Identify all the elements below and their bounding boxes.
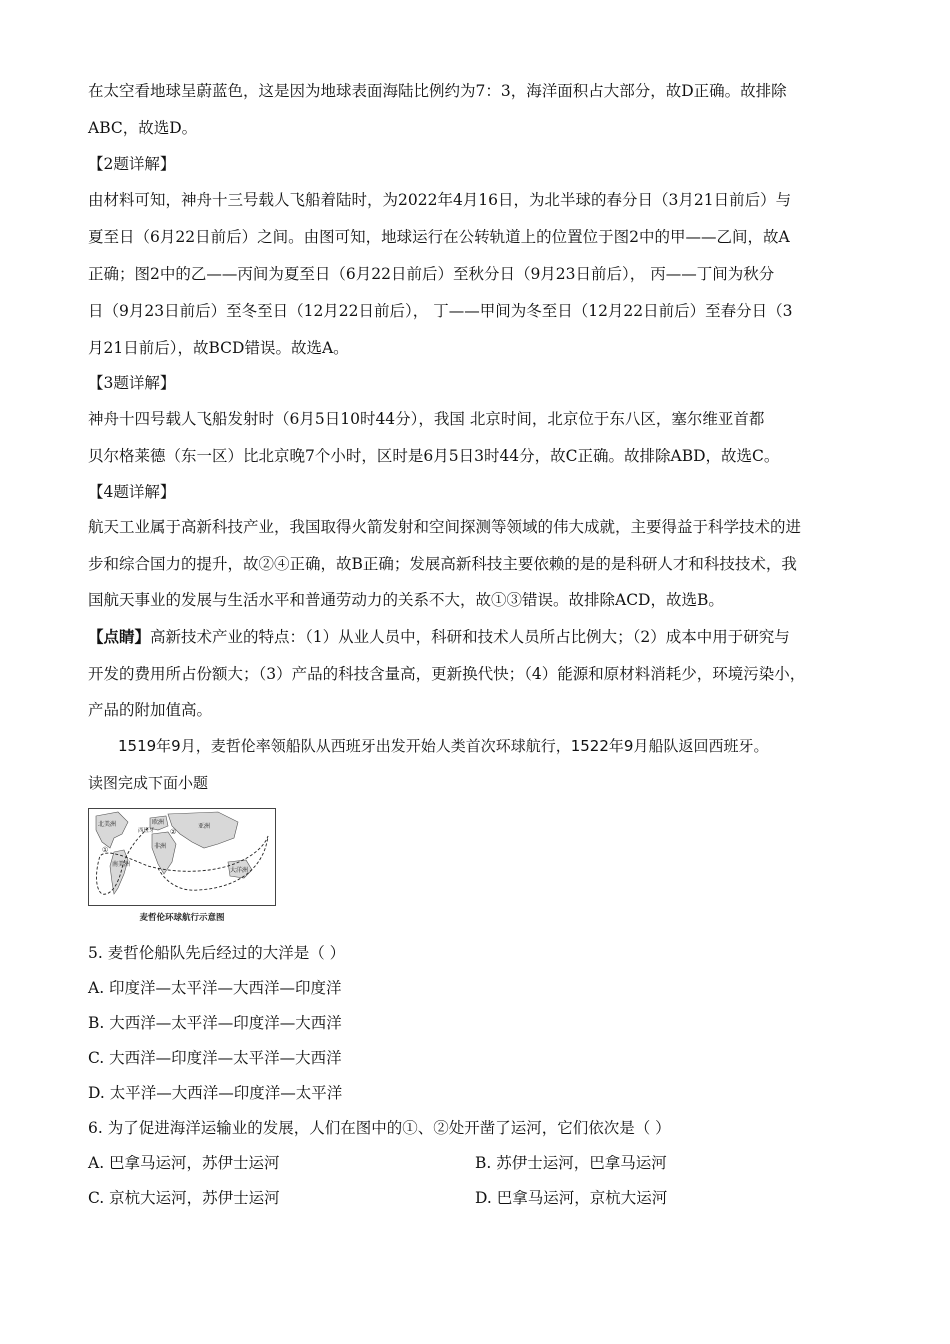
q3-line: 贝尔格莱德（东一区）比北京晚7个小时，区时是6月5日3时44分，故C正确。故排除ABD，故选C。 xyxy=(88,447,780,465)
tip-line-2: 开发的费用所占份额大；（3）产品的科技含量高，更新换代快；（4）能源和原材料消耗少，环境污染小， xyxy=(88,665,806,683)
q2-line: 日（9月23日前后）至冬至日（12月22日前后）， 丁——甲间为冬至日（12月22日前后）至春分日（3 xyxy=(88,302,793,320)
q5-option-d: D. 太平洋—大西洋—印度洋—太平洋 xyxy=(88,1084,343,1102)
q4-line: 国航天事业的发展与生活水平和普通劳动力的关系不大，故①③错误。故排除ACD，故选B。 xyxy=(88,591,724,609)
material-line-1: 1519年9月，麦哲伦率领船队从西班牙出发开始人类首次环球航行，1522年9月船队返回西班牙。 xyxy=(118,737,769,755)
q4-heading: 【4题详解】 xyxy=(88,483,176,501)
label-mark-2: ② xyxy=(170,828,177,836)
q1-continuation-line-2: ABC，故选D。 xyxy=(88,119,198,137)
label-mark-1: ① xyxy=(102,846,109,854)
label-spain: 西班牙 xyxy=(138,828,155,834)
magellan-route-map xyxy=(88,808,276,926)
q3-line: 神舟十四号载人飞船发射时（6月5日10时44分），我国 北京时间，北京位于东八区，塞尔维亚首都 xyxy=(88,410,765,428)
q1-continuation-line-1: 在太空看地球呈蔚蓝色，这是因为地球表面海陆比例约为7：3，海洋面积占大部分，故D正确。故排除 xyxy=(88,82,787,100)
q6-option-d: D. 巴拿马运河，京杭大运河 xyxy=(475,1189,668,1207)
q6-option-c: C. 京杭大运河，苏伊士运河 xyxy=(88,1189,280,1207)
tip-line-1 xyxy=(88,626,868,648)
q4-line: 步和综合国力的提升，故②④正确，故B正确；发展高新科技主要依赖的是的是科研人才和科技技术，我 xyxy=(88,555,797,573)
q2-line: 正确；图2中的乙——丙间为夏至日（6月22日前后）至秋分日（9月23日前后）， 丙——丁间为秋分 xyxy=(88,265,775,283)
q3-heading: 【3题详解】 xyxy=(88,374,176,392)
label-south-america: 南美洲 xyxy=(112,861,131,868)
label-oceania: 大洋洲 xyxy=(230,867,249,874)
q2-line: 月21日前后），故BCD错误。故选A。 xyxy=(88,339,349,357)
q6-option-a: A. 巴拿马运河，苏伊士运河 xyxy=(88,1154,280,1172)
q5-option-b: B. 大西洋—太平洋—印度洋—大西洋 xyxy=(88,1014,342,1032)
material-line-2: 读图完成下面小题 xyxy=(88,774,209,792)
map-caption: 麦哲伦环球航行示意图 xyxy=(139,913,225,923)
q4-line: 航天工业属于高新科技产业，我国取得火箭发射和空间探测等领域的伟大成就，主要得益于科学技术的进 xyxy=(88,518,802,536)
q6-stem: 6. 为了促进海洋运输业的发展，人们在图中的①、②处开凿了运河，它们依次是（ ） xyxy=(88,1119,671,1137)
q5-option-a: A. 印度洋—太平洋—大西洋—印度洋 xyxy=(88,979,342,997)
tip-text: 高新技术产业的特点：（1）从业人员中，科研和技术人员所占比例大；（2）成本中用于研究与 xyxy=(150,628,790,646)
q5-option-c: C. 大西洋—印度洋—太平洋—大西洋 xyxy=(88,1049,342,1067)
q5-stem: 5. 麦哲伦船队先后经过的大洋是（ ） xyxy=(88,944,346,962)
tip-line-3: 产品的附加值高。 xyxy=(88,701,213,719)
q2-line: 由材料可知，神舟十三号载人飞船着陆时，为2022年4月16日，为北半球的春分日（3月21日前后）与 xyxy=(88,191,792,209)
q6-option-b: B. 苏伊士运河，巴拿马运河 xyxy=(475,1154,667,1172)
label-europe: 欧洲 xyxy=(152,819,165,826)
label-north-america: 北美洲 xyxy=(98,821,117,828)
tip-label: 【点睛】 xyxy=(88,627,151,646)
label-asia: 亚洲 xyxy=(198,823,211,830)
label-africa: 非洲 xyxy=(154,843,167,850)
q2-line: 夏至日（6月22日前后）之间。由图可知，地球运行在公转轨道上的位置位于图2中的甲——乙间，故A xyxy=(88,228,790,246)
q2-heading: 【2题详解】 xyxy=(88,155,176,173)
